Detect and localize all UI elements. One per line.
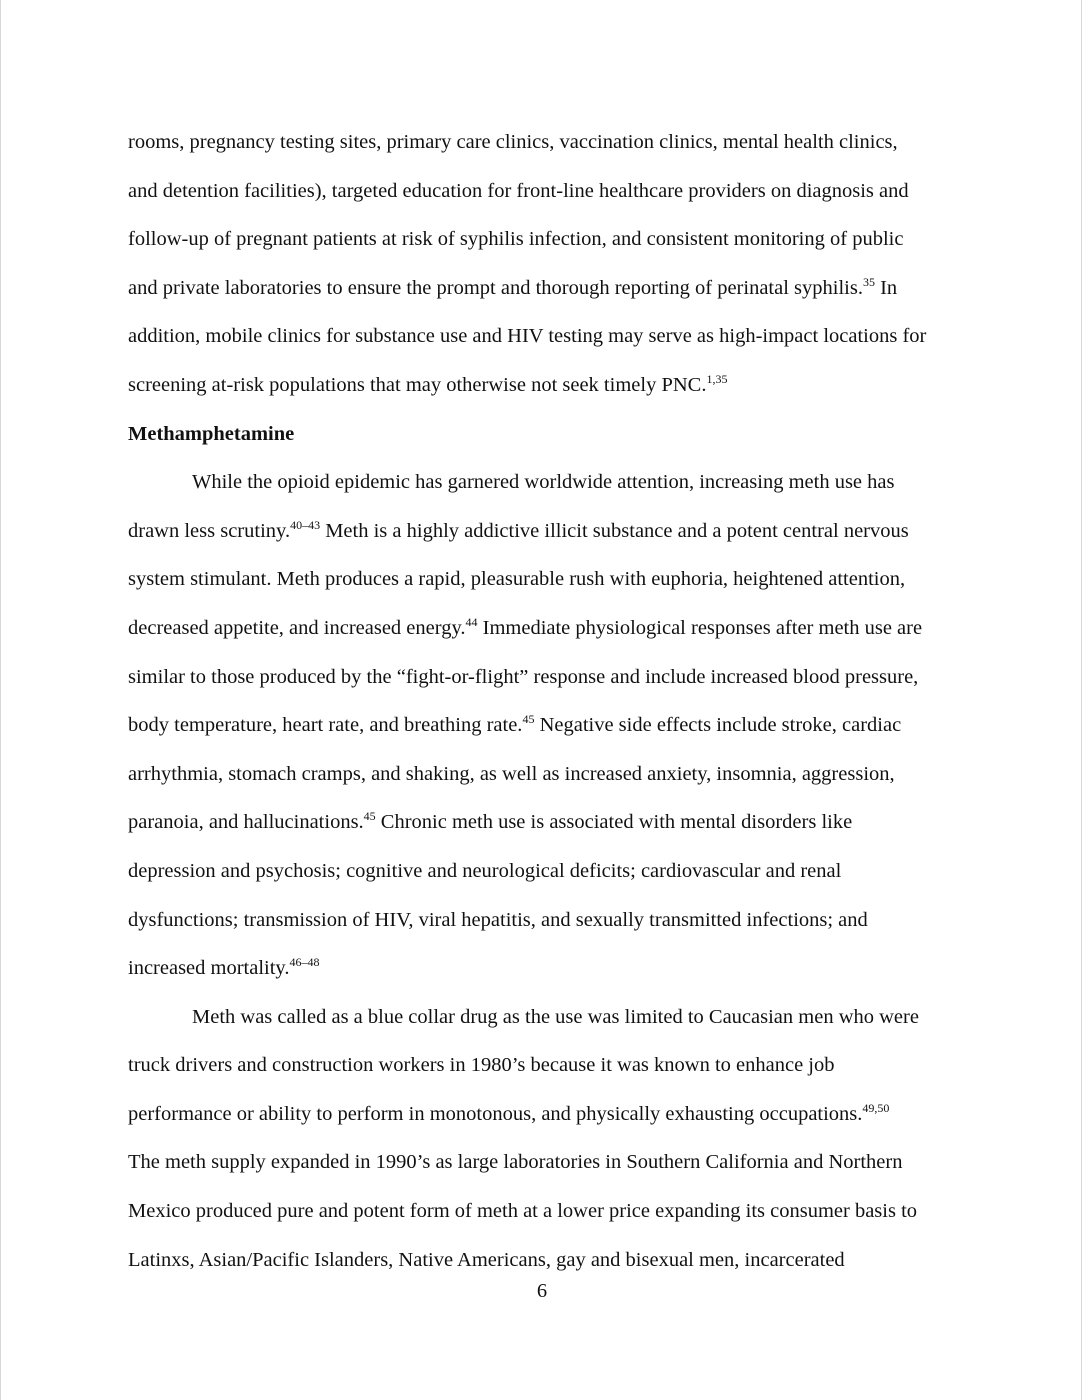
text-line: Mexico produced pure and potent form of meth at a lower price expanding its consumer basis to [128,1200,918,1223]
text-line: addition, mobile clinics for substance use and HIV testing may serve as high-impact locations for [128,325,927,348]
page-number: 6 [536,1280,548,1302]
text-line: and private laboratories to ensure the prompt and thorough reporting of perinatal syphilis.$^{35}$ In [128,274,898,299]
citation-superscript: 44 [465,614,478,629]
text-line: increased mortality.$^{46-48}$ [128,955,320,980]
citation-superscript: 40–43 [290,517,321,532]
text-line: performance or ability to perform in monotonous, and physically exhausting occupations.$^{49,50}$ [128,1100,890,1125]
text-line: The meth supply expanded in 1990’s as large laboratories in Southern California and Northern [128,1151,903,1174]
text-line: drawn less scrutiny.$^{40-43}$ Meth is a highly addictive illicit substance and a potent central nervous [128,517,909,542]
text-line: truck drivers and construction workers in 1980’s because it was known to enhance job [128,1054,835,1077]
text-line: arrhythmia, stomach cramps, and shaking, as well as increased anxiety, insomnia, aggression, [128,762,895,785]
text-line: dysfunctions; transmission of HIV, viral hepatitis, and sexually transmitted infections; and [128,908,868,931]
citation-superscript: 45 [522,712,535,727]
text-line: system stimulant. Meth produces a rapid, pleasurable rush with euphoria, heightened attention, [128,568,906,591]
citation-superscript: 49,50 [862,1100,890,1115]
citation-superscript: 45 [363,809,376,824]
text-line: Latinxs, Asian/Pacific Islanders, Native Americans, gay and bisexual men, incarcerated [128,1248,845,1271]
section-heading: Methamphetamine [128,422,295,445]
text-line: depression and psychosis; cognitive and neurological deficits; cardiovascular and renal [128,859,842,882]
citation-superscript: 35 [862,274,875,289]
citation-superscript: 1,35 [706,371,728,386]
text-line: paranoia, and hallucinations.$^{45}$ Chronic meth use is associated with mental disorders like [128,809,853,834]
text-line: body temperature, heart rate, and breathing rate.$^{45}$ Negative side effects include stroke, cardiac [128,712,902,737]
text-line: and detention facilities), targeted education for front-line healthcare providers on diagnosis and [128,179,909,202]
citation-superscript: 46–48 [289,955,320,970]
text-line: While the opioid epidemic has garnered worldwide attention, increasing meth use has [192,471,895,494]
body-text [128,118,958,1284]
text-line: decreased appetite, and increased energy.$^{44}$ Immediate physiological responses after meth use are [128,614,923,639]
text-line: rooms, pregnancy testing sites, primary care clinics, vaccination clinics, mental health clinics, [128,131,898,153]
text-line: Meth was called as a blue collar drug as the use was limited to Caucasian men who were [192,1005,919,1028]
text-line: follow-up of pregnant patients at risk of syphilis infection, and consistent monitoring of public [128,228,904,251]
text-line: similar to those produced by the “fight-or-flight” response and include increased blood pressure, [128,665,919,688]
text-line: screening at-risk populations that may otherwise not seek timely PNC.$^{1,35}$ [128,371,728,396]
